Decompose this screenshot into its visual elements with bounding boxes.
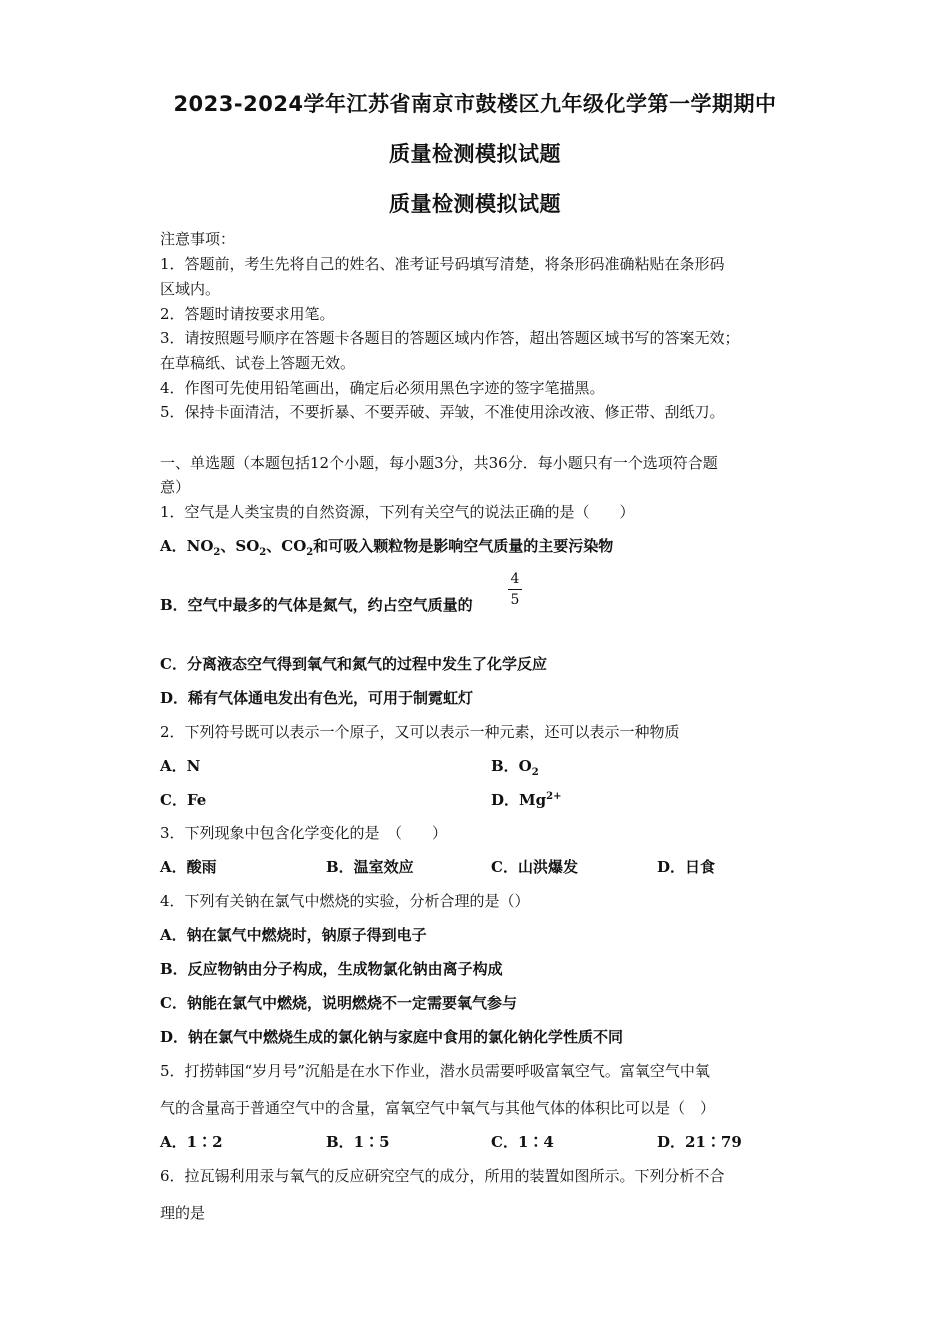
fraction-bar [508, 589, 522, 590]
question-1-option-b: B．空气中最多的气体是氮气，约占空气质量的 [160, 596, 473, 614]
question-3-option-b: B．温室效应 [326, 858, 414, 876]
question-5-option-c: C．1∶4 [491, 1133, 554, 1151]
q1-a-mid2: 、CO [266, 537, 307, 555]
question-5-option-b: B．1∶5 [326, 1133, 390, 1151]
exam-title-line3: 质量检测模拟试题 [389, 192, 561, 216]
section-heading-b: 意） [160, 478, 191, 496]
question-2-stem: 2．下列符号既可以表示一个原子，又可以表示一种元素，还可以表示一种物质 [160, 723, 680, 741]
question-1-option-d: D．稀有气体通电发出有色光，可用于制霓虹灯 [160, 689, 474, 707]
question-4-option-c: C．钠能在氯气中燃烧，说明燃烧不一定需要氧气参与 [160, 994, 517, 1012]
note-item-2: 2．答题时请按要求用笔。 [160, 305, 335, 323]
question-3-option-a: A．酸雨 [160, 858, 217, 876]
question-3-stem: 3．下列现象中包含化学变化的是 （ ） [160, 824, 448, 842]
question-5-option-a: A．1∶2 [160, 1133, 223, 1151]
q2-d-prefix: D．Mg [491, 791, 547, 809]
question-2-option-a: A．N [160, 757, 201, 775]
note-item-3b: 在草稿纸、试卷上答题无效。 [160, 354, 356, 372]
question-3-option-d: D．日食 [657, 858, 716, 876]
fraction-numerator: 4 [510, 571, 520, 587]
note-item-1a: 1．答题前，考生先将自己的姓名、准考证号码填写清楚，将条形码准确粘贴在条形码 [160, 255, 725, 273]
question-3-option-c: C．山洪爆发 [491, 858, 578, 876]
section-heading-a: 一、单选题（本题包括12个小题，每小题3分，共36分．每小题只有一个选项符合题 [160, 454, 718, 472]
note-item-4: 4．作图可先使用铅笔画出，确定后必须用黑色字迹的签字笔描黑。 [160, 379, 605, 397]
fraction-denominator: 5 [510, 592, 520, 608]
exam-title-line2: 质量检测模拟试题 [389, 142, 561, 166]
question-6-stem-b: 理的是 [160, 1204, 206, 1222]
question-5-stem-a: 5．打捞韩国“岁月号”沉船是在水下作业，潜水员需要呼吸富氧空气。富氧空气中氧 [160, 1062, 710, 1080]
question-2-option-b [491, 755, 539, 778]
question-1-option-c: C．分离液态空气得到氧气和氮气的过程中发生了化学反应 [160, 655, 547, 673]
question-5-option-d: D．21∶79 [657, 1133, 742, 1151]
question-1-option-a [160, 535, 613, 558]
question-2-option-d [491, 789, 561, 810]
note-item-3a: 3．请按照题号顺序在答题卡各题目的答题区域内作答，超出答题区域书写的答案无效； [160, 329, 740, 347]
q2-b-sub: 2 [531, 767, 539, 778]
q1-a-sub1: 2 [213, 547, 221, 558]
question-2-option-c: C．Fe [160, 791, 207, 809]
q1-a-rest: 和可吸入颗粒物是影响空气质量的主要污染物 [313, 537, 614, 555]
q1-a-mid1: 、SO [220, 537, 260, 555]
question-6-stem-a: 6．拉瓦锡利用汞与氧气的反应研究空气的成分，所用的装置如图所示。下列分析不合 [160, 1167, 725, 1185]
q2-d-sup: 2+ [546, 791, 562, 802]
question-4-option-d: D．钠在氯气中燃烧生成的氯化钠与家庭中食用的氯化钠化学性质不同 [160, 1028, 624, 1046]
exam-title-line1: 2023-2024学年江苏省南京市鼓楼区九年级化学第一学期期中 [173, 92, 777, 116]
note-item-1b: 区域内。 [160, 280, 221, 298]
question-1-stem: 1．空气是人类宝贵的自然资源，下列有关空气的说法正确的是（ ） [160, 503, 635, 521]
q2-b-prefix: B．O [491, 757, 532, 775]
question-4-option-b: B．反应物钠由分子构成，生成物氯化钠由离子构成 [160, 960, 503, 978]
question-4-option-a: A．钠在氯气中燃烧时，钠原子得到电子 [160, 926, 427, 944]
q1-a-sub3: 2 [306, 547, 314, 558]
q1-a-sub2: 2 [259, 547, 267, 558]
q1-a-prefix: A．NO [160, 537, 214, 555]
notes-heading: 注意事项： [160, 230, 236, 248]
question-4-stem: 4．下列有关钠在氯气中燃烧的实验，分析合理的是（） [160, 892, 530, 910]
question-5-stem-b: 气的含量高于普通空气中的含量，富氧空气中氧气与其他气体的体积比可以是（ ） [160, 1099, 716, 1117]
fraction-four-fifths [508, 570, 522, 609]
note-item-5: 5．保持卡面清洁，不要折暴、不要弄破、弄皱，不准使用涂改液、修正带、刮纸刀。 [160, 403, 725, 421]
